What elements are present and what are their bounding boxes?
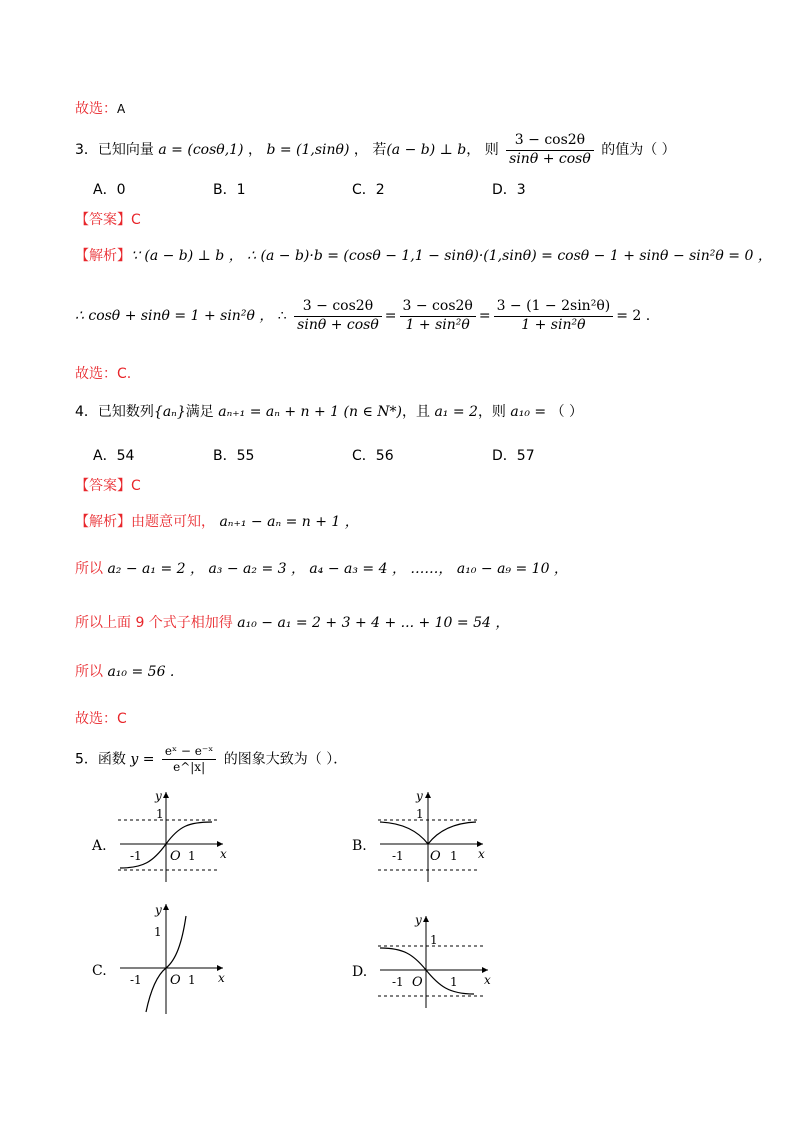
analysis-eq: ∵ (a − b) ⊥ b ， — [131, 248, 243, 264]
therefore-symbol: ∴ — [277, 308, 287, 324]
choice-answer: A — [117, 102, 126, 116]
q3-answer: 【答案】C — [75, 212, 141, 228]
q4-option-c — [352, 448, 394, 466]
analysis-eq: ∴ cosθ + sinθ = 1 + sin²θ ， — [75, 308, 274, 324]
tick-top-one: 1 — [154, 925, 162, 939]
option-label: A． — [93, 182, 117, 198]
target: a₁₀ = — [510, 404, 547, 420]
graph-a — [88, 786, 228, 886]
analysis-label: 【解析】 — [75, 248, 131, 264]
option-value: 3 — [516, 182, 526, 198]
fraction-numerator: eˣ − e⁻ˣ — [164, 744, 214, 758]
differences: a₂ − a₁ = 2 ， a₃ − a₂ = 3 ， a₄ − a₃ = 4 ， ……， a₁₀ − a₉ = 10 ， — [107, 561, 568, 577]
so-label: 所以 — [75, 664, 103, 680]
option-value: 55 — [236, 448, 255, 464]
q3-option-a — [93, 182, 126, 200]
recurrence: aₙ₊₁ = aₙ + n + 1 (n ∈ N*) — [218, 404, 402, 420]
option-label: D． — [492, 448, 517, 464]
x-label: x — [484, 973, 491, 987]
initial-value: a₁ = 2 — [434, 404, 478, 420]
fraction-denominator: 1 + sin²θ — [400, 316, 476, 335]
graph-d — [348, 910, 493, 1010]
fraction — [400, 298, 476, 334]
fraction-denominator: 1 + sin²θ — [494, 316, 614, 335]
stem-text: 的图象大致为（ ）． — [223, 751, 348, 768]
fraction-numerator: 3 − cos2θ — [302, 298, 374, 314]
q3-fraction — [506, 132, 594, 168]
option-value: 1 — [236, 182, 246, 198]
perpendicular-condition: (a − b) ⊥ b — [386, 142, 467, 158]
q4-stem — [75, 404, 583, 422]
option-label: D． — [492, 182, 517, 198]
stem-text: 函数 — [97, 751, 126, 768]
q3-option-c — [352, 182, 385, 200]
graph-label: C. — [92, 963, 107, 979]
tick-neg-one: -1 — [392, 975, 404, 989]
final-eq: a₁₀ = 56 . — [107, 664, 175, 680]
tick-top-one: 1 — [416, 807, 424, 821]
q4-sum — [75, 615, 509, 633]
sequence: {aₙ} — [153, 404, 186, 420]
q4-answer: 【答案】C — [75, 478, 141, 494]
stem-text: 若 — [372, 142, 387, 158]
tick-neg-one: -1 — [130, 849, 142, 863]
q4-final — [75, 664, 174, 682]
option-value: 0 — [116, 182, 126, 198]
option-value: 2 — [375, 182, 385, 198]
sum-eq: a₁₀ − a₁ = 2 + 3 + 4 + ... + 10 = 54 ， — [237, 615, 510, 631]
sum-text: 所以上面 9 个式子相加得 — [75, 615, 233, 631]
stem-text: 的值为（ ） — [601, 142, 676, 158]
vector-a: a = (cosθ,1) — [158, 142, 244, 158]
function-lhs: y = — [130, 751, 155, 768]
x-label: x — [220, 847, 227, 861]
fraction-denominator: sinθ + cosθ — [294, 316, 382, 335]
graph-label: D. — [352, 964, 368, 980]
graph-c — [88, 898, 228, 1018]
tick-top-one: 1 — [430, 933, 438, 947]
tick-one: 1 — [188, 973, 196, 987]
vector-b: b = (1,sinθ) — [266, 142, 350, 158]
q4-choice-line: 故选：C — [75, 711, 127, 727]
q2-choice-line — [75, 101, 125, 119]
q3-analysis-line1 — [75, 248, 772, 266]
q3-choice-line: 故选：C. — [75, 366, 132, 382]
origin-label: O — [430, 849, 441, 864]
origin-label: O — [170, 973, 181, 988]
stem-text: 满足 — [185, 404, 214, 420]
tick-one: 1 — [450, 975, 458, 989]
analysis-eq: ∴ (a − b)·b = (cosθ − 1,1 − sinθ)·(1,sinθ) = cosθ − 1 + sinθ − sin²θ = 0 ， — [247, 248, 772, 264]
fraction-denominator: sinθ + cosθ — [506, 150, 594, 169]
stem-text: 已知数列 — [97, 404, 154, 420]
y-label: y — [416, 789, 423, 803]
question-number: 4． — [75, 404, 98, 420]
y-label: y — [155, 789, 162, 803]
y-label: y — [155, 903, 162, 917]
option-label: B． — [213, 182, 237, 198]
question-number: 3． — [75, 142, 98, 158]
origin-label: O — [170, 849, 181, 864]
tick-neg-one: -1 — [392, 849, 404, 863]
q4-diffs — [75, 561, 568, 579]
so-label: 所以 — [75, 561, 103, 577]
tick-one: 1 — [450, 849, 458, 863]
fraction-denominator: e^|x| — [162, 759, 216, 775]
x-label: x — [478, 847, 485, 861]
tick-top-one: 1 — [156, 807, 164, 821]
analysis-eq: aₙ₊₁ − aₙ = n + 1 ， — [219, 514, 359, 530]
y-axis-arrow-icon — [163, 904, 169, 910]
stem-text: （ ） — [550, 404, 584, 420]
option-label: A． — [93, 448, 117, 464]
y-axis-arrow-icon — [163, 792, 169, 798]
q3-option-d — [492, 182, 526, 200]
option-value: 57 — [516, 448, 535, 464]
graph-b — [348, 786, 488, 886]
fraction-numerator: 3 − (1 − 2sin²θ) — [496, 298, 611, 314]
q5-fraction — [162, 744, 216, 775]
q3-option-b — [213, 182, 246, 200]
option-value: 56 — [375, 448, 394, 464]
origin-label: O — [412, 975, 423, 990]
option-value: 54 — [116, 448, 135, 464]
choice-label: 故选： — [75, 101, 117, 117]
fraction — [494, 298, 614, 334]
q4-analysis — [75, 514, 359, 532]
fraction-numerator: 3 − cos2θ — [402, 298, 473, 314]
tick-one: 1 — [188, 849, 196, 863]
q5-stem — [75, 744, 347, 775]
analysis-label: 【解析】由题意可知， — [75, 514, 215, 530]
result: = 2 . — [616, 308, 651, 324]
question-number: 5． — [75, 751, 98, 768]
stem-text: 则 — [484, 142, 499, 158]
q4-option-a — [93, 448, 134, 466]
y-axis-arrow-icon — [425, 792, 431, 798]
graph-label: B. — [352, 838, 367, 854]
stem-text: ，且 — [401, 404, 430, 420]
q4-option-d — [492, 448, 535, 466]
fraction — [294, 298, 382, 334]
option-label: C． — [352, 182, 376, 198]
q3-analysis-line2: ∴ cosθ + sinθ = 1 + sin²θ ， ∴ $\frac{3 - \cos 2\theta}{\sin\theta + \cos\theta}$ = $\frac{3 - \cos 2\theta}{\text{1 + sin²θ}}$ = $\frac{\text{3 − (1 − 2sin²θ)}}{\text{1 + sin²θ}}$ = 2 . — [75, 298, 651, 333]
y-axis-arrow-icon — [423, 916, 429, 922]
stem-text: ，则 — [477, 404, 506, 420]
graph-label: A. — [92, 838, 107, 854]
y-label: y — [415, 913, 422, 927]
q4-option-b — [213, 448, 254, 466]
option-label: B． — [213, 448, 237, 464]
stem-text: 已知向量 — [97, 142, 154, 158]
option-label: C． — [352, 448, 376, 464]
x-label: x — [218, 971, 225, 985]
q3-stem: 3．已知向量 a = (cosθ,1) ， b = (1,sinθ) ， 若(a − b) ⊥ b， 则 $\frac{3 - \cos 2\theta}{\sin\theta + \cos\theta}$ 的值为（ ） — [75, 132, 676, 167]
fraction-numerator: 3 − cos2θ — [514, 132, 586, 148]
tick-neg-one: -1 — [130, 973, 142, 987]
